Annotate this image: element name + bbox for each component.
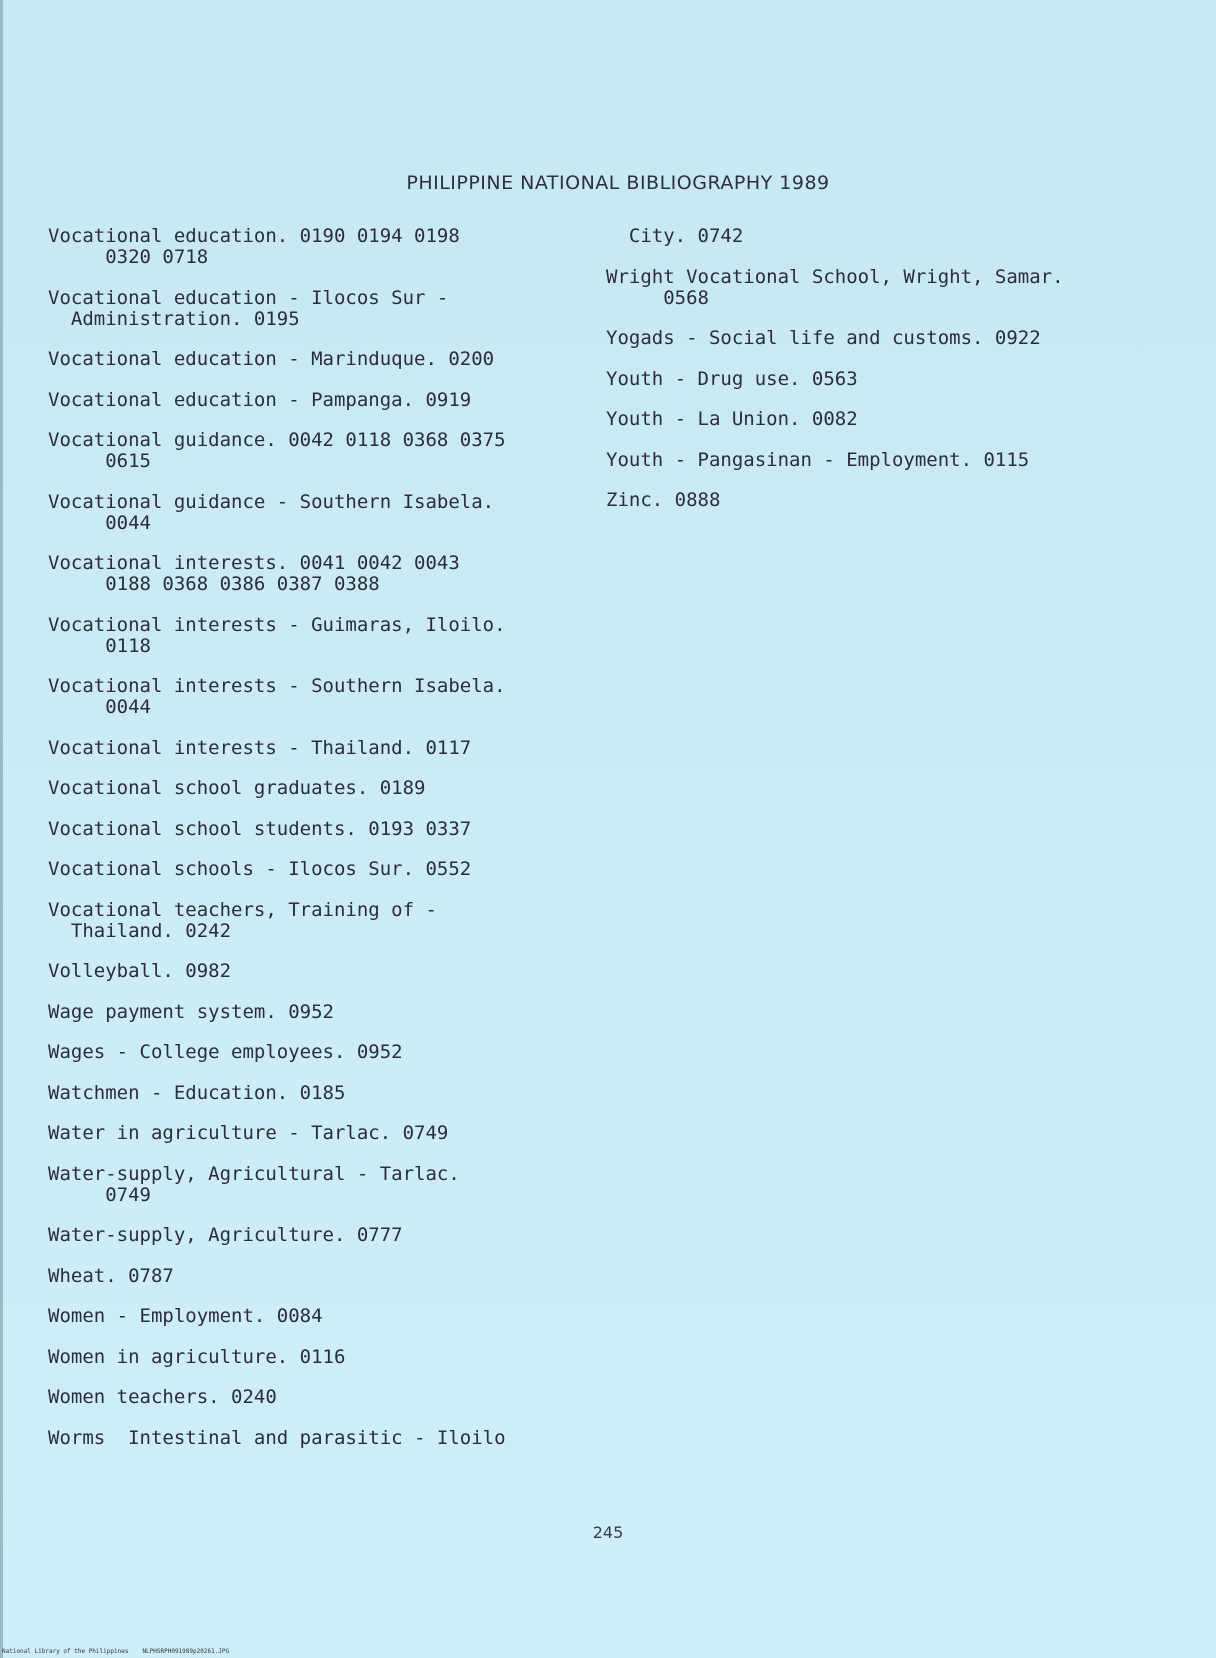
- index-entry: [48, 492, 588, 534]
- entry-text: Vocational interests - Thailand. 0117: [48, 736, 472, 759]
- entry-text: Vocational school graduates. 0189: [48, 777, 426, 799]
- right-column: [606, 226, 1166, 531]
- index-entry: [48, 1042, 588, 1063]
- entry-text: Women teachers. 0240: [48, 1386, 277, 1408]
- entry-text: Vocational schools - Ilocos Sur. 0552: [48, 858, 472, 880]
- entry-continuation: 0118: [48, 634, 151, 657]
- index-entry: [48, 819, 588, 840]
- index-entry: [48, 226, 588, 268]
- index-entry: [48, 1164, 588, 1206]
- entry-text: Zinc. 0888: [606, 489, 721, 511]
- entry-text: Vocational guidance - Southern Isabela.: [48, 490, 495, 513]
- index-entry: [48, 778, 588, 799]
- index-entry: [48, 1347, 588, 1368]
- index-entry: [48, 900, 588, 942]
- entry-continuation: 0615: [48, 450, 151, 472]
- entry-text: City. 0742: [606, 225, 744, 247]
- entry-text: Wheat. 0787: [48, 1264, 174, 1287]
- entry-text: Volleyball. 0982: [48, 960, 232, 982]
- index-entry: [48, 1266, 588, 1287]
- index-entry: [48, 553, 588, 595]
- index-entry: [48, 615, 588, 657]
- index-entry: [48, 1002, 588, 1023]
- index-entry: [48, 390, 588, 411]
- entry-continuation: 0568: [606, 286, 709, 309]
- entry-text: Vocational education - Marinduque. 0200: [48, 348, 495, 370]
- index-entry: [48, 961, 588, 982]
- index-entry: [606, 490, 1166, 511]
- index-entry: [48, 1428, 588, 1449]
- entry-text: Water in agriculture - Tarlac. 0749: [48, 1122, 449, 1144]
- entry-text: Water-supply, Agricultural - Tarlac.: [48, 1162, 460, 1185]
- index-entry: [48, 859, 588, 880]
- entry-text: Wage payment system. 0952: [48, 1000, 334, 1023]
- entry-continuation: 0188 0368 0386 0387 0388: [48, 573, 380, 595]
- entry-text: Vocational interests - Guimaras, Iloilo.: [48, 613, 506, 636]
- footer-file: NLPHSRPH091989p20261.JPG: [142, 1648, 230, 1655]
- entry-text: Vocational guidance. 0042 0118 0368 0375: [48, 429, 506, 451]
- index-entry: [48, 1123, 588, 1144]
- entry-continuation: 0320 0718: [48, 246, 209, 268]
- entry-text: Vocational teachers, Training of -: [48, 898, 437, 921]
- entry-text: Watchmen - Education. 0185: [48, 1081, 346, 1104]
- index-entry: [48, 738, 588, 759]
- index-entry: [48, 1306, 588, 1327]
- index-entry: [606, 369, 1166, 390]
- page-title: PHILIPPINE NATIONAL BIBLIOGRAPHY 1989: [406, 172, 830, 194]
- entry-text: Vocational education - Ilocos Sur -: [48, 286, 449, 309]
- index-entry: [48, 676, 588, 718]
- entry-text: Yogads - Social life and customs. 0922: [606, 327, 1041, 349]
- entry-text: Youth - Pangasinan - Employment. 0115: [606, 448, 1030, 471]
- entry-text: Wages - College employees. 0952: [48, 1041, 403, 1063]
- index-entry: [48, 1387, 588, 1408]
- index-entry: [48, 1225, 588, 1246]
- index-entry: [606, 409, 1166, 430]
- left-column: [48, 226, 588, 1468]
- entry-text: Vocational education. 0190 0194 0198: [48, 225, 460, 247]
- entry-text: Women - Employment. 0084: [48, 1305, 323, 1327]
- page-number: 245: [592, 1523, 624, 1542]
- entry-text: Wright Vocational School, Wright, Samar.: [606, 265, 1064, 288]
- entry-continuation: Administration. 0195: [48, 307, 300, 330]
- index-entry: [606, 328, 1166, 349]
- footer-library: National Library of the Philippines: [2, 1648, 129, 1655]
- entry-text: Women in agriculture. 0116: [48, 1345, 346, 1368]
- index-entry: [606, 450, 1166, 471]
- index-entry: [606, 267, 1166, 309]
- entry-text: Worms Intestinal and parasitic - Iloilo: [48, 1426, 506, 1449]
- entry-continuation: Thailand. 0242: [48, 919, 232, 942]
- entry-text: Vocational interests - Southern Isabela.: [48, 675, 506, 697]
- scan-footer: [2, 1648, 243, 1655]
- scan-edge: [0, 0, 3, 1658]
- entry-text: Youth - La Union. 0082: [606, 408, 858, 430]
- entry-text: Youth - Drug use. 0563: [606, 367, 858, 390]
- entry-text: Vocational interests. 0041 0042 0043: [48, 552, 460, 574]
- index-entry: [48, 288, 588, 330]
- entry-text: Vocational school students. 0193 0337: [48, 817, 472, 840]
- index-entry: [48, 349, 588, 370]
- entry-continuation: 0044: [48, 696, 151, 718]
- index-entry: [48, 1083, 588, 1104]
- index-entry: [48, 430, 588, 472]
- entry-continuation: 0749: [48, 1183, 151, 1206]
- entry-text: Vocational education - Pampanga. 0919: [48, 388, 472, 411]
- index-entry: [606, 226, 1166, 247]
- entry-text: Water-supply, Agriculture. 0777: [48, 1224, 403, 1246]
- entry-continuation: 0044: [48, 511, 151, 534]
